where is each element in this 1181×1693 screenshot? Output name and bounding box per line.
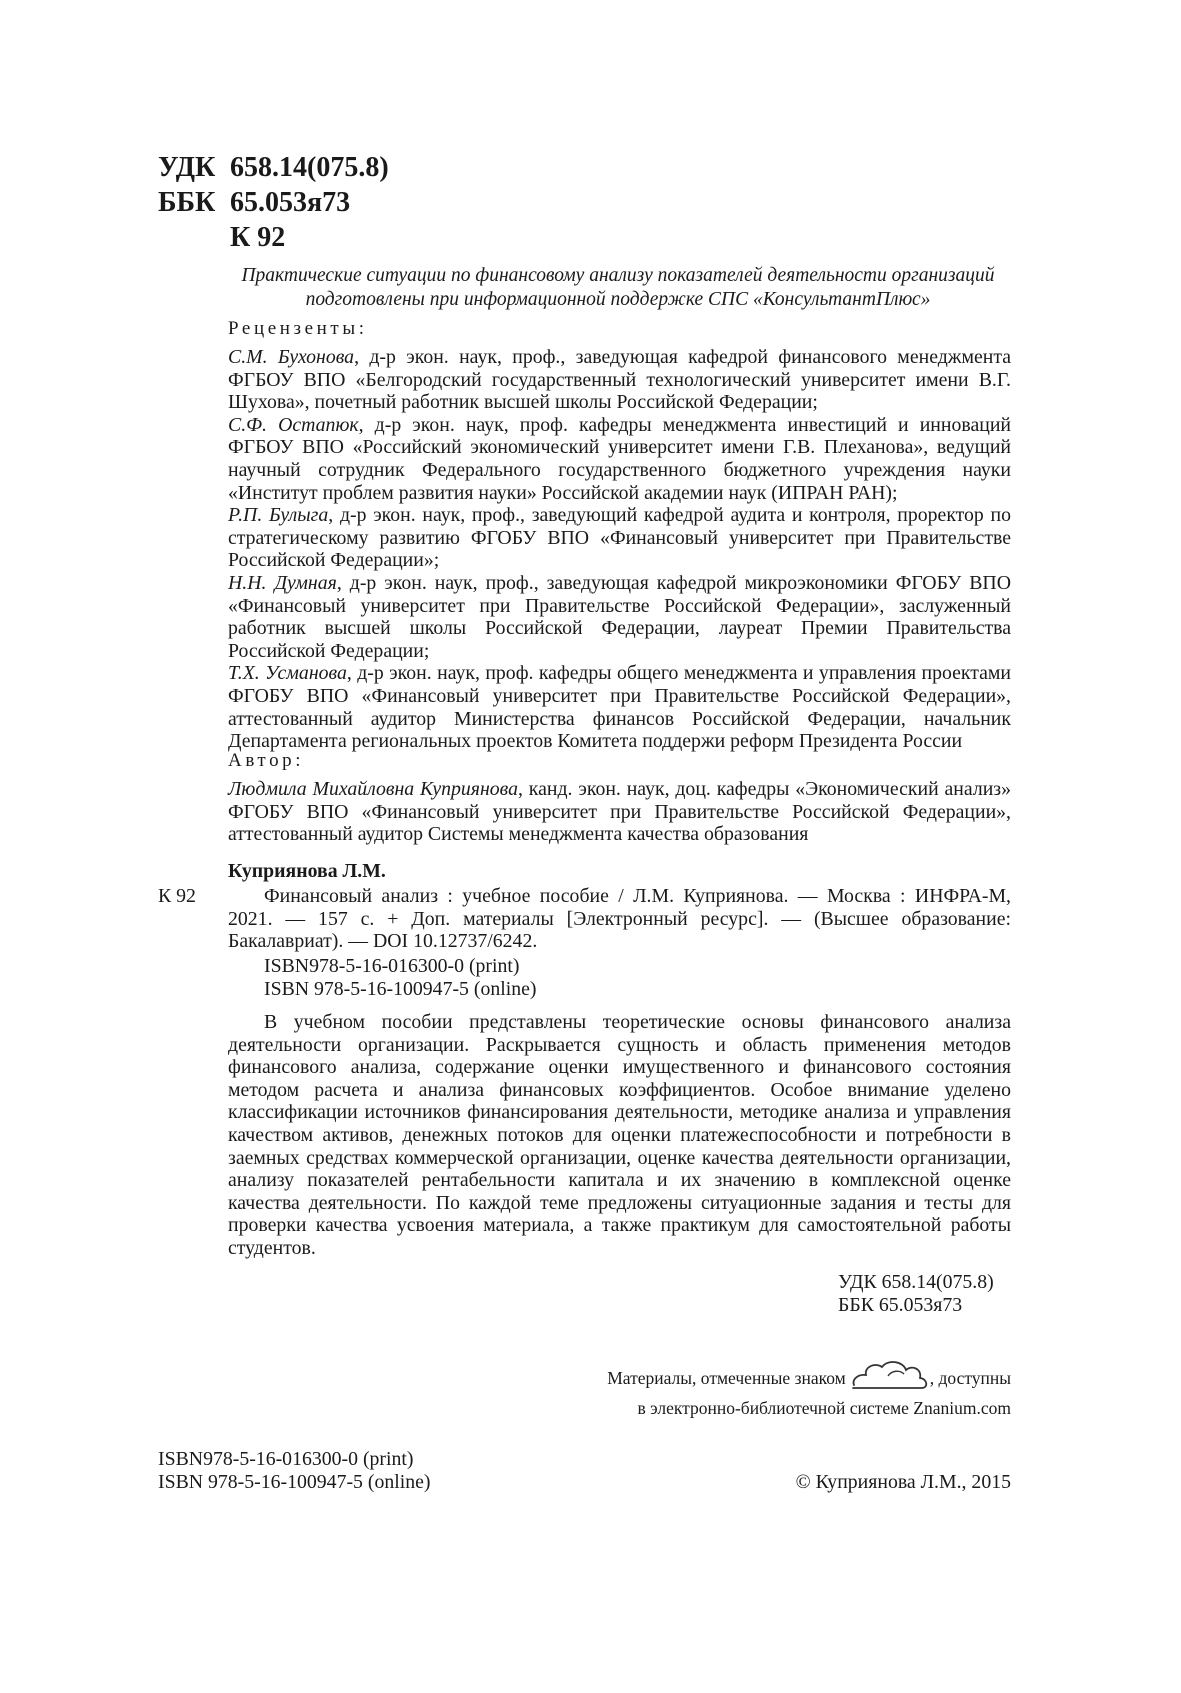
- reviewer-name: Т.Х. Усманова: [228, 662, 347, 685]
- udk-label: УДК: [158, 152, 216, 183]
- materials-line-1: [607, 1358, 1011, 1397]
- reviewer-text: , д-р экон. наук, проф., заведующая кафедрой микроэкономики ФГОБУ ВПО «Финансовый университет при Правительстве Российской Федерации», заслуженный работник высшей школы Российской Федерации, лауреат Премии Правительства Российской Федерации;: [228, 571, 1011, 662]
- reviewer-name: Н.Н. Думная: [228, 571, 337, 594]
- bbk-code: ББК 65.053я73: [838, 1293, 963, 1316]
- materials-text-before: Материалы, отмеченные знаком: [607, 1368, 846, 1388]
- bbk-value: 65.053я73: [230, 187, 351, 218]
- note-line: подготовлены при информационной поддержке СПС «КонсультантПлюс»: [305, 289, 931, 310]
- reviewers-list: [228, 346, 1011, 753]
- catalog-author: Куприянова Л.М.: [228, 860, 386, 882]
- reviewer-entry: [228, 504, 1011, 572]
- catalog-description: Финансовый анализ : учебное пособие / Л.М. Куприянова. — Москва : ИНФРА-М, 2021. — 157 с. + Доп. материалы [Электронный ресурс]. — (Высшее образование: Бакалавриат). — DOI 10.12737/6242.: [228, 885, 1011, 953]
- bbk-label: ББК: [158, 187, 216, 218]
- reviewer-name: С.Ф. Остапюк: [228, 413, 359, 436]
- author-name: Людмила Михайловна Куприянова: [228, 778, 519, 800]
- isbn-print: ISBN978-5-16-016300-0 (print): [264, 955, 520, 977]
- classification-codes: [838, 1271, 994, 1316]
- abstract: В учебном пособии представлены теоретические основы финансового анализа деятельности организации. Раскрывается сущность и область применения методов финансового анализа, содержание оценки имущественного и финансового состояния методом расчета и анализа финансовых коэффициентов. Особое внимание уделено классификации источников финансирования деятельности, методике анализа и управления качеством активов, денежных потоков для оценки платежеспособности и потребности в заемных средствах коммерческой организации, оценке качества деятельности организации, анализу показателей рентабельности капитала и их значению в комплексной оценке качества деятельности. По каждой теме предложены ситуационные задания и тесты для проверки качества усвоения материала, а также практикум для самостоятельной работы студентов.: [228, 1011, 1011, 1259]
- reviewer-entry: [228, 346, 1011, 414]
- reviewer-entry: [228, 414, 1011, 504]
- footer-isbn-print: ISBN978-5-16-016300-0 (print): [158, 1448, 414, 1470]
- copyright: © Куприянова Л.М., 2015: [795, 1471, 1011, 1493]
- consultant-note: [228, 264, 1008, 312]
- reviewer-text: , д-р экон. наук, проф. кафедры менеджмента инвестиций и инноваций ФГБОУ ВПО «Российский экономический университет имени Г.В. Плеханова», ведущий научный сотрудник Федерального государственного бюджетного учреждения науки «Институт проблем развития науки» Российской академии наук (ИПРАН РАН);: [228, 413, 1011, 504]
- reviewer-text: , д-р экон. наук, проф., заведующий кафедрой аудита и контроля, проректор по стратегическому развитию ФГОБУ ВПО «Финансовый университет при Правительстве Российской Федерации»;: [228, 504, 1012, 572]
- reviewer-text: , д-р экон. наук, проф. кафедры общего менеджмента и управления проектами ФГОБУ ВПО «Финансовый университет при Правительстве Российской Федерации», аттестованный аудитор Министерства финансов Российской Федерации, начальник Департамента региональных проектов Комитета поддержи реформ Президента России: [228, 662, 1011, 753]
- reviewers-heading: Рецензенты:: [228, 318, 368, 339]
- note-line: Практические ситуации по финансовому анализу показателей деятельности организаций: [241, 265, 995, 286]
- reviewer-name: Р.П. Булыга: [228, 504, 329, 527]
- reviewer-text: , д-р экон. наук, проф., заведующая кафедрой финансового менеджмента ФГБОУ ВПО «Белгородский государственный технологический университет имени В.Г. Шухова», почетный работник высшей школы Российской Федерации;: [228, 346, 1011, 414]
- materials-line-2: в электронно-библиотечной системе Znanium.com: [637, 1398, 1011, 1418]
- catalog-isbn: [264, 955, 537, 1000]
- reviewer-entry: [228, 572, 1011, 662]
- footer-isbn: [158, 1448, 431, 1494]
- author-heading: Автор:: [228, 750, 305, 771]
- author-mark: К 92: [230, 222, 286, 253]
- author-text: , канд. экон. наук, доц. кафедры «Экономический анализ» ФГОБУ ВПО «Финансовый университет при Правительстве Российской Федерации», аттестованный аудитор Системы менеджмента качества образования: [228, 778, 1011, 846]
- materials-note: [607, 1358, 1011, 1419]
- isbn-online: ISBN 978-5-16-100947-5 (online): [264, 977, 537, 1000]
- udk-code: УДК 658.14(075.8): [838, 1271, 994, 1293]
- footer-isbn-online: ISBN 978-5-16-100947-5 (online): [158, 1471, 431, 1493]
- catalog-mark: К 92: [158, 885, 196, 907]
- cloud-icon: [848, 1358, 928, 1397]
- materials-text-after: , доступны: [929, 1368, 1011, 1388]
- reviewer-entry: [228, 662, 1011, 752]
- author-entry: [228, 778, 1011, 846]
- reviewer-name: С.М. Бухонова: [228, 346, 355, 368]
- udk-value: 658.14(075.8): [230, 152, 389, 183]
